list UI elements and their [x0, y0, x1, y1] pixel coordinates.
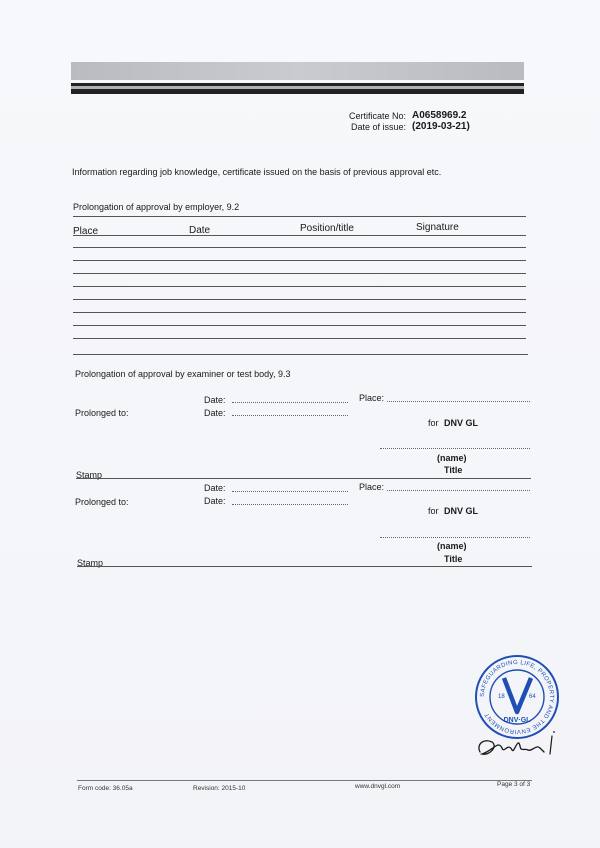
footer-revision: Revision: 2015-10: [193, 785, 246, 792]
table-row-line: [73, 312, 526, 313]
title-label: Title: [444, 465, 463, 475]
stamp-rule: [76, 478, 531, 479]
signature-line: [380, 537, 530, 538]
employer-section-title: Prolongation of approval by employer, 9.2: [73, 202, 240, 212]
for-label: for: [428, 506, 439, 516]
table-row-line: [73, 299, 526, 300]
table-row-line: [73, 247, 526, 248]
place-field-line: [387, 401, 530, 402]
title-label: Title: [444, 554, 463, 564]
date-of-issue-label: Date of issue:: [350, 122, 406, 132]
table-row-line: [73, 260, 526, 261]
certificate-number-value: A0658969.2: [412, 110, 467, 121]
table-row-line: [73, 273, 526, 274]
footer-page-number: Page 3 of 3: [497, 781, 531, 788]
stamp-rule: [77, 566, 532, 567]
prolonged-to-label: Prolonged to:: [75, 497, 129, 507]
place-label: Place:: [359, 482, 385, 492]
seal-year-left: 18: [498, 694, 505, 700]
column-date: Date: [189, 225, 211, 236]
table-row-line: [73, 354, 528, 355]
seal-year-right: 64: [529, 694, 536, 700]
examiner-section-title: Prolongation of approval by examiner or test body, 9.3: [75, 369, 291, 379]
header-rule-3: [71, 89, 524, 94]
seal-brand: DNV·GL: [503, 717, 531, 724]
stamp-label: Stamp: [77, 558, 104, 568]
signature-line: [380, 448, 530, 449]
date-label: Date:: [204, 496, 226, 506]
seal-ring-text: SAFEGUARDING LIFE, PROPERTY AND THE ENVIRONMENT: [479, 659, 555, 735]
handwritten-signature: [474, 728, 564, 767]
table-row-line: [73, 338, 526, 339]
header-gray-bar: [71, 62, 524, 80]
date-label: Date:: [204, 408, 226, 418]
name-label: (name): [437, 453, 467, 463]
date-field-line: [232, 491, 348, 492]
column-place: Place: [73, 226, 99, 237]
footer-form-code: Form code: 36.05a: [78, 785, 133, 792]
table-row-line: [73, 235, 526, 236]
table-row-line: [73, 286, 526, 287]
footer-website: www.dnvgl.com: [355, 783, 401, 790]
prolonged-to-label: Prolonged to:: [75, 408, 129, 418]
company-name: DNV GL: [444, 418, 479, 428]
date-label: Date:: [204, 483, 226, 493]
place-label: Place:: [359, 393, 385, 403]
column-position-title: Position/title: [300, 223, 354, 234]
certificate-number-label: Certificate No:: [348, 111, 406, 121]
date-field-line: [232, 504, 348, 505]
table-row-line: [73, 325, 526, 326]
company-name: DNV GL: [444, 506, 479, 516]
date-label: Date:: [204, 395, 226, 405]
column-signature: Signature: [416, 222, 459, 233]
for-label: for: [428, 418, 439, 428]
seal-v-mark: [504, 678, 531, 712]
date-of-issue-value: (2019-03-21): [412, 121, 470, 132]
place-field-line: [387, 490, 530, 491]
footer-rule: [77, 780, 532, 781]
date-field-line: [232, 415, 348, 416]
info-text: Information regarding job knowledge, certificate issued on the basis of previous approval etc.: [72, 167, 442, 177]
employer-top-rule: [73, 216, 526, 217]
name-label: (name): [437, 541, 467, 551]
stamp-label: Stamp: [76, 470, 103, 480]
date-field-line: [232, 402, 348, 403]
